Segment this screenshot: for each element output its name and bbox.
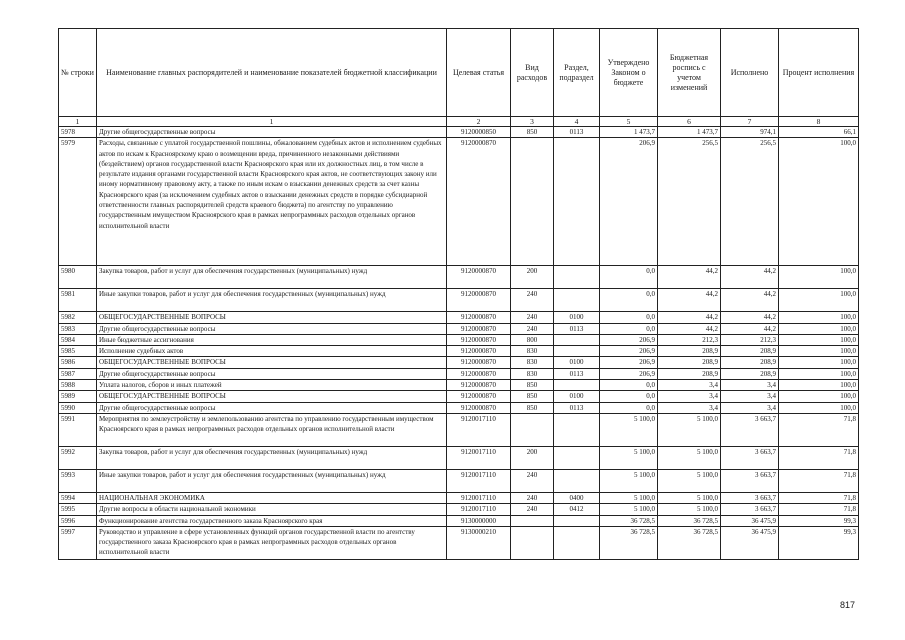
row-section: 0412 [554,504,600,515]
column-number: 3 [511,117,554,127]
row-name: ОБЩЕГОСУДАРСТВЕННЫЕ ВОПРОСЫ [97,357,447,368]
header-section: Раздел, подраздел [554,29,600,117]
row-approved: 36 728,5 [600,515,658,526]
row-percent: 100,0 [779,346,859,357]
row-executed: 3 663,7 [721,492,779,503]
row-percent: 100,0 [779,368,859,379]
table-row [59,504,859,515]
column-number: 1 [97,117,447,127]
row-expense-type [511,515,554,526]
row-approved: 0,0 [600,391,658,402]
row-percent: 71,8 [779,469,859,492]
table-row [59,469,859,492]
row-expense-type: 850 [511,380,554,391]
row-percent: 100,0 [779,380,859,391]
row-approved: 0,0 [600,380,658,391]
row-percent: 71,8 [779,504,859,515]
row-percent: 71,8 [779,413,859,446]
row-target-article: 9120000870 [447,368,511,379]
row-target-article: 9130000210 [447,526,511,559]
row-expense-type: 240 [511,504,554,515]
row-budget-schedule: 5 100,0 [658,446,721,469]
row-section: 0113 [554,368,600,379]
row-name: ОБЩЕГОСУДАРСТВЕННЫЕ ВОПРОСЫ [97,391,447,402]
row-section [554,289,600,312]
row-percent: 100,0 [779,357,859,368]
row-executed: 44,2 [721,312,779,323]
row-approved: 5 100,0 [600,469,658,492]
row-number: 5987 [59,368,97,379]
row-section [554,346,600,357]
row-approved: 206,9 [600,346,658,357]
row-target-article: 9120000870 [447,402,511,413]
row-percent: 100,0 [779,402,859,413]
table-row [59,312,859,323]
row-executed: 974,1 [721,127,779,138]
row-name: НАЦИОНАЛЬНАЯ ЭКОНОМИКА [97,492,447,503]
row-number: 5979 [59,138,97,266]
row-executed: 44,2 [721,323,779,334]
table-row [59,266,859,289]
column-number: 2 [447,117,511,127]
row-number: 5994 [59,492,97,503]
row-expense-type: 850 [511,127,554,138]
row-percent: 100,0 [779,323,859,334]
row-target-article: 9120000870 [447,357,511,368]
table-body [59,127,859,560]
row-number: 5978 [59,127,97,138]
row-number: 5997 [59,526,97,559]
row-number: 5990 [59,402,97,413]
column-number: 5 [600,117,658,127]
row-section: 0100 [554,357,600,368]
row-percent: 99,3 [779,515,859,526]
row-name: Функционирование агентства государственного заказа Красноярского края [97,515,447,526]
row-percent: 100,0 [779,312,859,323]
row-expense-type: 830 [511,346,554,357]
row-approved: 5 100,0 [600,504,658,515]
row-number: 5993 [59,469,97,492]
table-row [59,138,859,266]
row-section [554,380,600,391]
row-approved: 0,0 [600,312,658,323]
column-number: 4 [554,117,600,127]
row-budget-schedule: 212,3 [658,334,721,345]
row-number: 5985 [59,346,97,357]
row-target-article: 9120017110 [447,446,511,469]
table-row [59,346,859,357]
row-number: 5988 [59,380,97,391]
row-budget-schedule: 208,9 [658,368,721,379]
row-executed: 3 663,7 [721,469,779,492]
row-expense-type: 200 [511,266,554,289]
row-budget-schedule: 3,4 [658,380,721,391]
budget-table [58,28,859,560]
row-budget-schedule: 44,2 [658,312,721,323]
row-name: Закупка товаров, работ и услуг для обеспечения государственных (муниципальных) нужд [97,266,447,289]
row-target-article: 9120017110 [447,504,511,515]
row-number: 5991 [59,413,97,446]
row-budget-schedule: 5 100,0 [658,413,721,446]
row-name: Другие общегосударственные вопросы [97,127,447,138]
column-number: 7 [721,117,779,127]
row-target-article: 9120000870 [447,334,511,345]
row-executed: 3,4 [721,380,779,391]
row-approved: 0,0 [600,402,658,413]
row-budget-schedule: 44,2 [658,266,721,289]
table-row [59,323,859,334]
row-expense-type: 800 [511,334,554,345]
row-section: 0113 [554,402,600,413]
row-executed: 44,2 [721,289,779,312]
row-budget-schedule: 208,9 [658,357,721,368]
row-section [554,515,600,526]
row-approved: 206,9 [600,138,658,266]
row-budget-schedule: 208,9 [658,346,721,357]
row-percent: 66,1 [779,127,859,138]
row-percent: 100,0 [779,289,859,312]
header-approved: Утверждено Законом о бюджете [600,29,658,117]
row-approved: 206,9 [600,368,658,379]
row-executed: 3,4 [721,402,779,413]
row-target-article: 9120000870 [447,289,511,312]
row-budget-schedule: 256,5 [658,138,721,266]
header-expense-type: Вид расходов [511,29,554,117]
row-budget-schedule: 36 728,5 [658,526,721,559]
table-row [59,446,859,469]
row-name: Другие общегосударственные вопросы [97,368,447,379]
row-section [554,334,600,345]
row-number: 5984 [59,334,97,345]
table-row [59,289,859,312]
row-target-article: 9120000870 [447,323,511,334]
row-name: Другие вопросы в области национальной экономики [97,504,447,515]
row-budget-schedule: 44,2 [658,323,721,334]
row-target-article: 9120000870 [447,138,511,266]
table-row [59,127,859,138]
row-number: 5995 [59,504,97,515]
row-section [554,526,600,559]
row-name: Руководство и управление в сфере установленных функций органов государственной власти по агентству государственного заказа Красноярского края в рамках непрограммных расходов отдельных органов исполнительной власти [97,526,447,559]
row-expense-type: 830 [511,357,554,368]
row-executed: 36 475,9 [721,526,779,559]
row-approved: 206,9 [600,357,658,368]
row-expense-type: 240 [511,492,554,503]
row-name: Иные закупки товаров, работ и услуг для обеспечения государственных (муниципальных) нужд [97,469,447,492]
row-expense-type: 240 [511,323,554,334]
row-name: Закупка товаров, работ и услуг для обеспечения государственных (муниципальных) нужд [97,446,447,469]
row-expense-type: 200 [511,446,554,469]
row-section: 0400 [554,492,600,503]
row-approved: 0,0 [600,266,658,289]
row-percent: 71,8 [779,492,859,503]
row-executed: 3,4 [721,391,779,402]
table-row [59,413,859,446]
row-expense-type [511,138,554,266]
table-row [59,368,859,379]
row-name: Иные бюджетные ассигнования [97,334,447,345]
row-number: 5986 [59,357,97,368]
table-row [59,391,859,402]
row-section [554,469,600,492]
row-percent: 99,3 [779,526,859,559]
row-section: 0113 [554,323,600,334]
budget-document [58,28,858,560]
row-budget-schedule: 44,2 [658,289,721,312]
row-target-article: 9120000870 [447,266,511,289]
row-target-article: 9130000000 [447,515,511,526]
row-percent: 100,0 [779,266,859,289]
row-budget-schedule: 5 100,0 [658,504,721,515]
row-expense-type [511,413,554,446]
row-section: 0113 [554,127,600,138]
row-number: 5996 [59,515,97,526]
row-budget-schedule: 5 100,0 [658,492,721,503]
row-expense-type: 850 [511,402,554,413]
row-executed: 36 475,9 [721,515,779,526]
row-expense-type: 240 [511,469,554,492]
row-executed: 3 663,7 [721,413,779,446]
row-name: Исполнение судебных актов [97,346,447,357]
row-section [554,446,600,469]
row-executed: 208,9 [721,357,779,368]
row-section: 0100 [554,391,600,402]
row-budget-schedule: 3,4 [658,391,721,402]
row-target-article: 9120000870 [447,391,511,402]
header-executed: Исполнено [721,29,779,117]
row-section [554,266,600,289]
row-target-article: 9120000870 [447,312,511,323]
row-approved: 0,0 [600,323,658,334]
column-number: 1 [59,117,97,127]
table-row [59,492,859,503]
row-name: Уплата налогов, сборов и иных платежей [97,380,447,391]
row-percent: 100,0 [779,391,859,402]
row-approved: 5 100,0 [600,492,658,503]
row-number: 5983 [59,323,97,334]
row-budget-schedule: 36 728,5 [658,515,721,526]
row-number: 5982 [59,312,97,323]
row-target-article: 9120000870 [447,380,511,391]
row-executed: 44,2 [721,266,779,289]
row-executed: 212,3 [721,334,779,345]
row-number: 5980 [59,266,97,289]
row-section [554,138,600,266]
table-row [59,526,859,559]
header-percent: Процент исполнения [779,29,859,117]
row-target-article: 9120017110 [447,469,511,492]
row-number: 5992 [59,446,97,469]
row-budget-schedule: 1 473,7 [658,127,721,138]
row-approved: 206,9 [600,334,658,345]
header-row-number: № строки [59,29,97,117]
row-target-article: 9120000870 [447,346,511,357]
row-name: Другие общегосударственные вопросы [97,402,447,413]
row-percent: 100,0 [779,334,859,345]
header-budget-schedule: Бюджетная роспись с учетом изменений [658,29,721,117]
column-number-row [59,117,859,127]
row-expense-type: 850 [511,391,554,402]
column-number: 6 [658,117,721,127]
row-approved: 0,0 [600,289,658,312]
row-budget-schedule: 3,4 [658,402,721,413]
row-name: Расходы, связанные с уплатой государственной пошлины, обжалованием судебных актов и исполнением судебных актов по искам к Красноярскому краю о возмещении вреда, причиненного незаконными действиями (бездействием) органов государственной власти Красноярского края или их должностных лиц, в том числе в результате издания органами государственной власти Красноярского края актов, не соответствующих закону или иному нормативному правовому акту, а также по иным искам о взыскании денежных средств за счет казны Красноярского края (за исключением судебных актов о взыскании денежных средств в порядке субсидиарной ответственности главных распорядителей средств краевого бюджета) по агентству по управлению государственным имуществом Красноярского края в рамках непрограммных расходов отдельных органов исполнительной власти [97,138,447,266]
row-approved: 1 473,7 [600,127,658,138]
row-name: Другие общегосударственные вопросы [97,323,447,334]
page-number: 817 [840,600,856,610]
row-expense-type: 240 [511,289,554,312]
row-name: Иные закупки товаров, работ и услуг для обеспечения государственных (муниципальных) нужд [97,289,447,312]
row-executed: 256,5 [721,138,779,266]
row-name: ОБЩЕГОСУДАРСТВЕННЫЕ ВОПРОСЫ [97,312,447,323]
header-target-article: Целевая статья [447,29,511,117]
row-target-article: 9120000850 [447,127,511,138]
row-section [554,413,600,446]
table-header-row [59,29,859,117]
row-executed: 3 663,7 [721,504,779,515]
row-approved: 36 728,5 [600,526,658,559]
row-target-article: 9120017110 [447,492,511,503]
table-row [59,515,859,526]
row-name: Мероприятия по землеустройству и землепользованию агентства по управлению государственным имуществом Красноярского края в рамках непрограммных расходов отдельных органов исполнительной власти [97,413,447,446]
row-number: 5989 [59,391,97,402]
row-executed: 208,9 [721,346,779,357]
row-budget-schedule: 5 100,0 [658,469,721,492]
row-expense-type: 830 [511,368,554,379]
row-executed: 208,9 [721,368,779,379]
table-row [59,380,859,391]
row-expense-type [511,526,554,559]
header-name: Наименование главных распорядителей и наименование показателей бюджетной классификации [97,29,447,117]
row-approved: 5 100,0 [600,413,658,446]
row-approved: 5 100,0 [600,446,658,469]
row-number: 5981 [59,289,97,312]
row-percent: 71,8 [779,446,859,469]
row-percent: 100,0 [779,138,859,266]
row-target-article: 9120017110 [447,413,511,446]
table-row [59,334,859,345]
table-row [59,357,859,368]
column-number: 8 [779,117,859,127]
row-expense-type: 240 [511,312,554,323]
table-row [59,402,859,413]
row-executed: 3 663,7 [721,446,779,469]
row-section: 0100 [554,312,600,323]
